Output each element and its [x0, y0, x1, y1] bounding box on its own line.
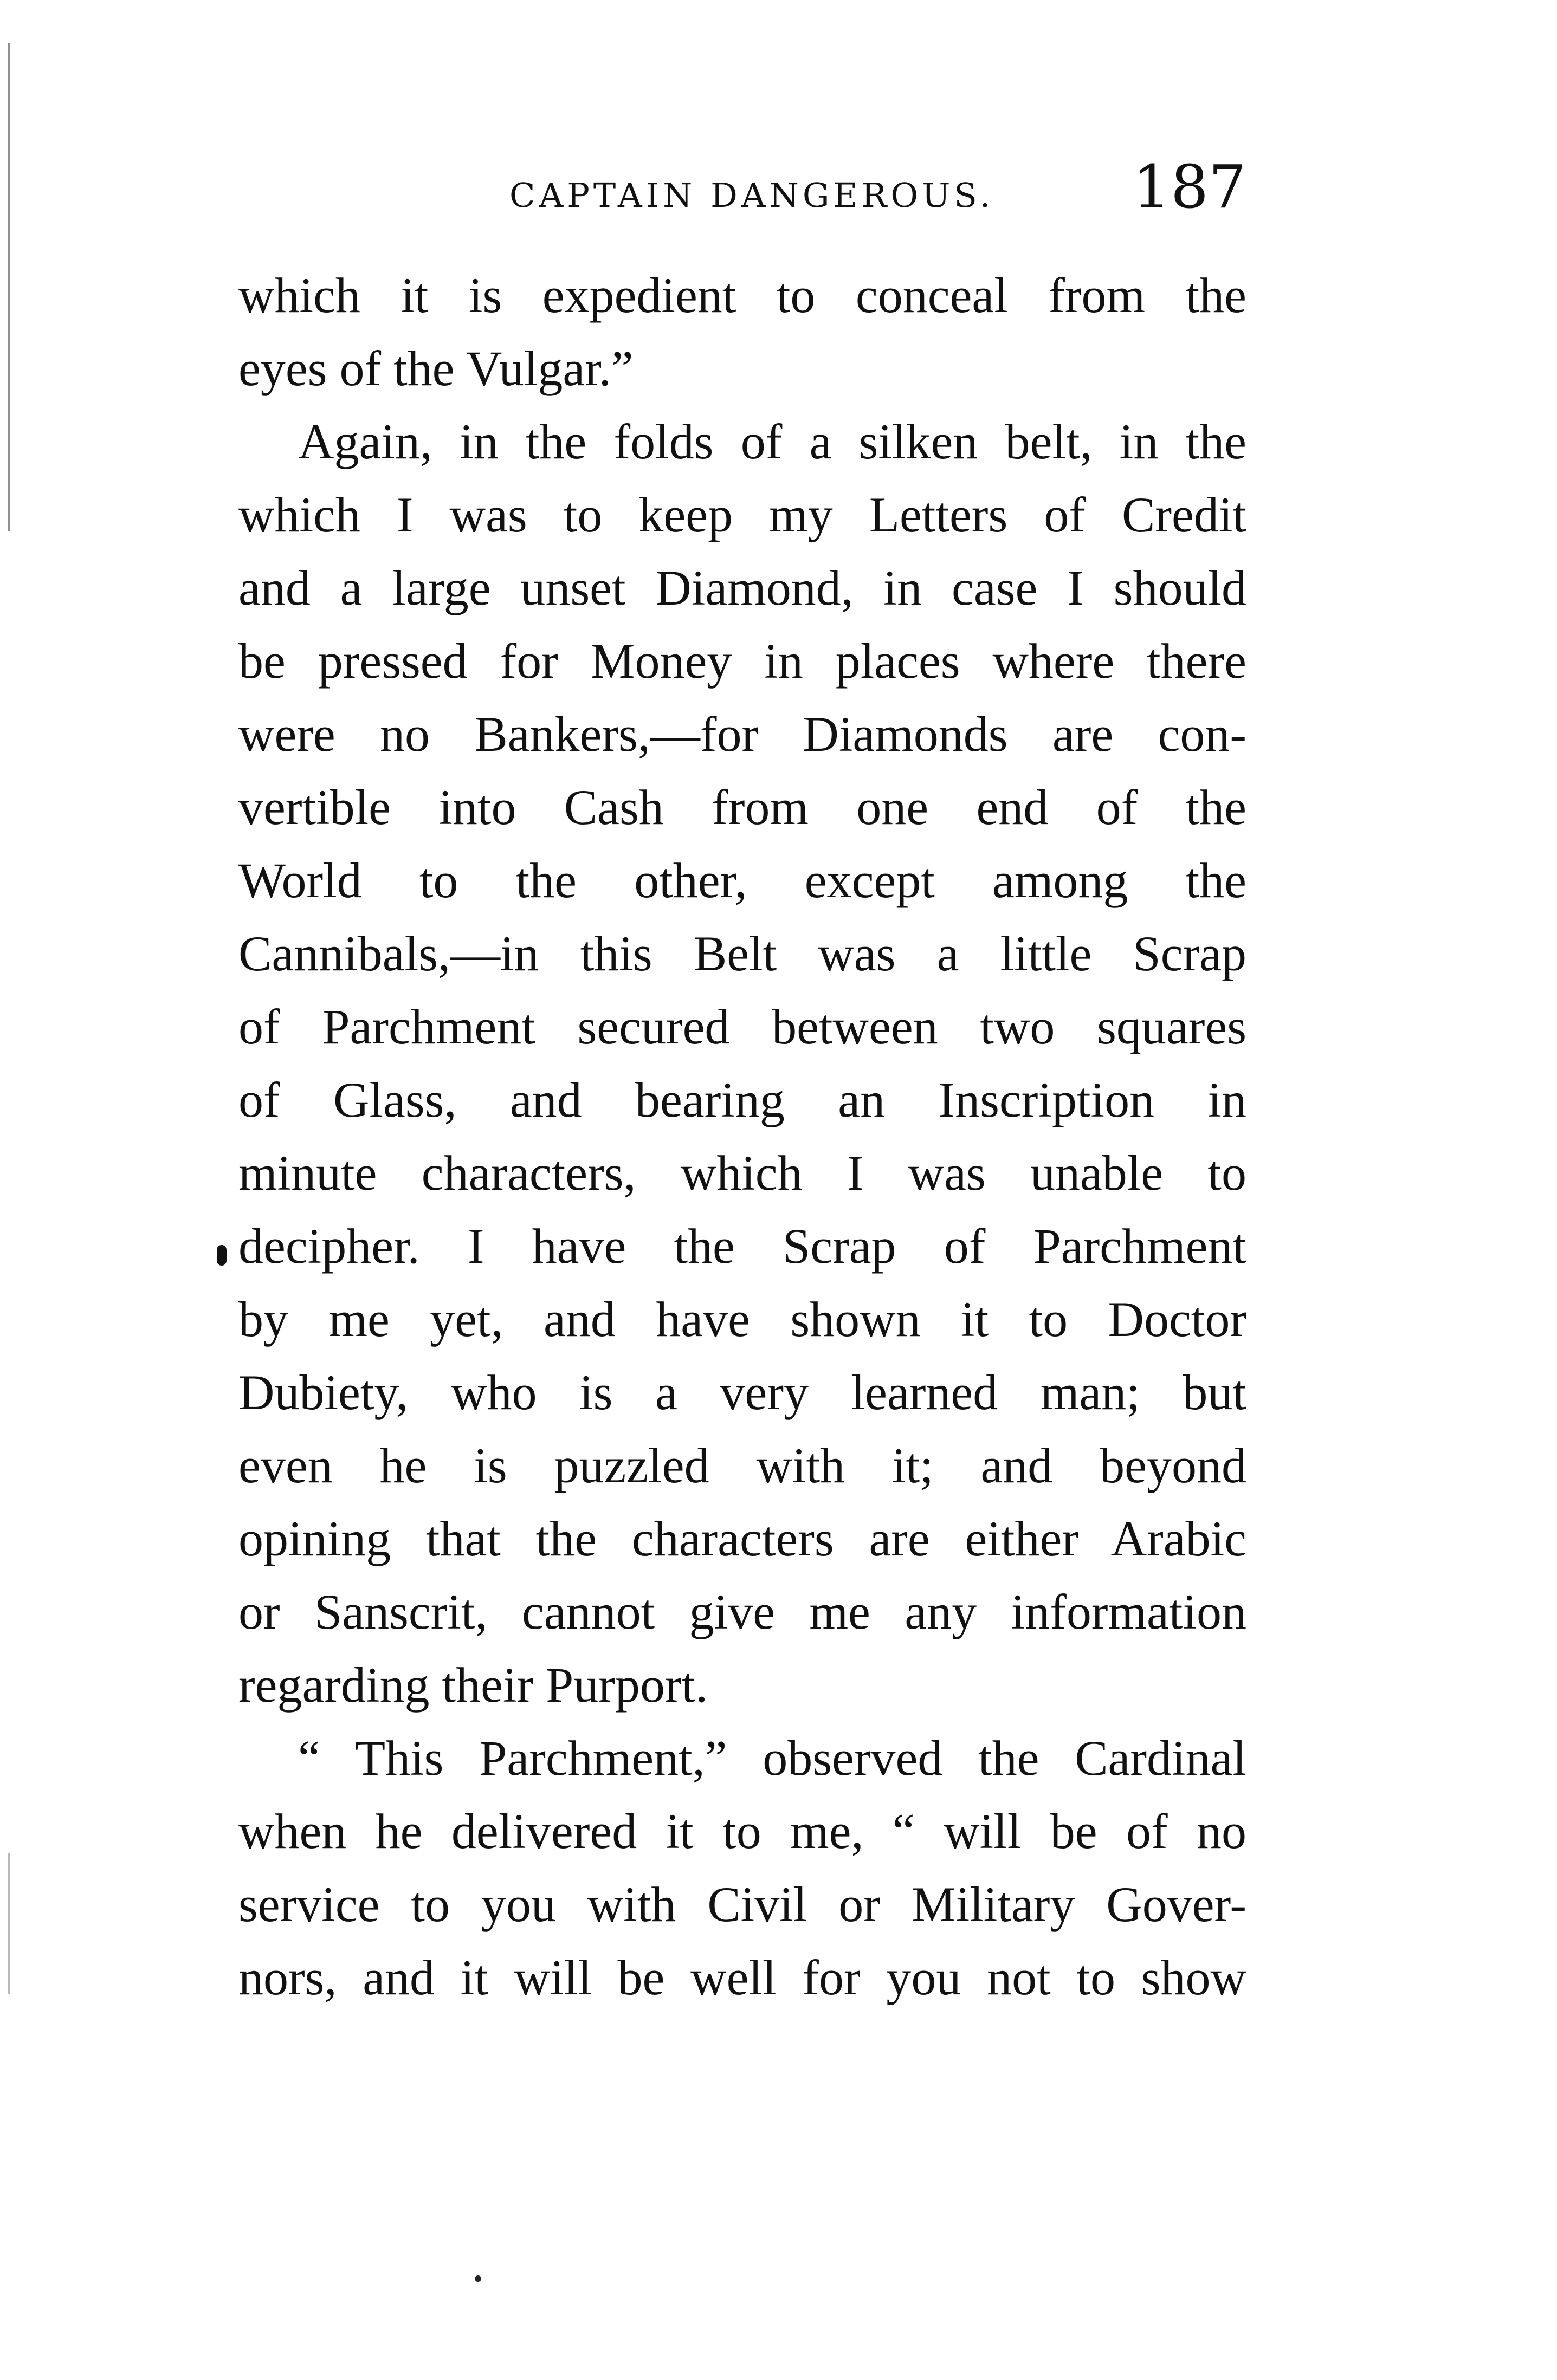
text-line: eyes of the Vulgar.”	[238, 341, 634, 396]
text-line: be pressed for Money in places where there	[238, 633, 1246, 689]
text-line: opining that the characters are either Arabic	[238, 1511, 1246, 1566]
text-line: of Glass, and bearing an Inscription in	[238, 1072, 1246, 1127]
running-title: CAPTAIN DANGEROUS.	[509, 176, 994, 215]
text-line: World to the other, except among the	[238, 853, 1246, 908]
text-line: and a large unset Diamond, in case I should	[238, 560, 1246, 615]
text-line: vertible into Cash from one end of the	[238, 780, 1246, 835]
text-line: of Parchment secured between two squares	[238, 999, 1246, 1054]
text-line: which I was to keep my Letters of Credit	[238, 487, 1246, 542]
text-line: which it is expedient to conceal from the	[238, 268, 1246, 323]
text-line: when he delivered it to me, “ will be of no	[238, 1804, 1246, 1859]
running-head	[238, 152, 1246, 228]
text-line: “ This Parchment,” observed the Cardinal	[298, 1730, 1246, 1786]
text-line: Dubiety, who is a very learned man; but	[238, 1365, 1246, 1420]
text-line: regarding their Purport.	[238, 1657, 708, 1713]
text-line: minute characters, which I was unable to	[238, 1145, 1246, 1201]
text-line: even he is puzzled with it; and beyond	[238, 1438, 1246, 1493]
text-line: service to you with Civil or Military Gover-	[238, 1877, 1246, 1932]
body-text	[238, 259, 1246, 2014]
text-line: decipher. I have the Scrap of Parchment	[238, 1218, 1246, 1274]
scan-edge-mark	[8, 43, 10, 531]
text-line: Again, in the folds of a silken belt, in the	[298, 414, 1246, 469]
scan-edge-mark-lower	[8, 1853, 10, 1994]
margin-ink-mark	[217, 1245, 227, 1266]
text-line: were no Bankers,—for Diamonds are con-	[238, 706, 1246, 762]
text-line: or Sanscrit, cannot give me any information	[238, 1584, 1246, 1639]
page-number: 187	[1133, 152, 1246, 222]
ink-speck	[475, 2275, 481, 2282]
text-line: Cannibals,—in this Belt was a little Scrap	[238, 926, 1246, 981]
text-line: by me yet, and have shown it to Doctor	[238, 1292, 1246, 1347]
text-line: nors, and it will be well for you not to show	[238, 1950, 1246, 2005]
